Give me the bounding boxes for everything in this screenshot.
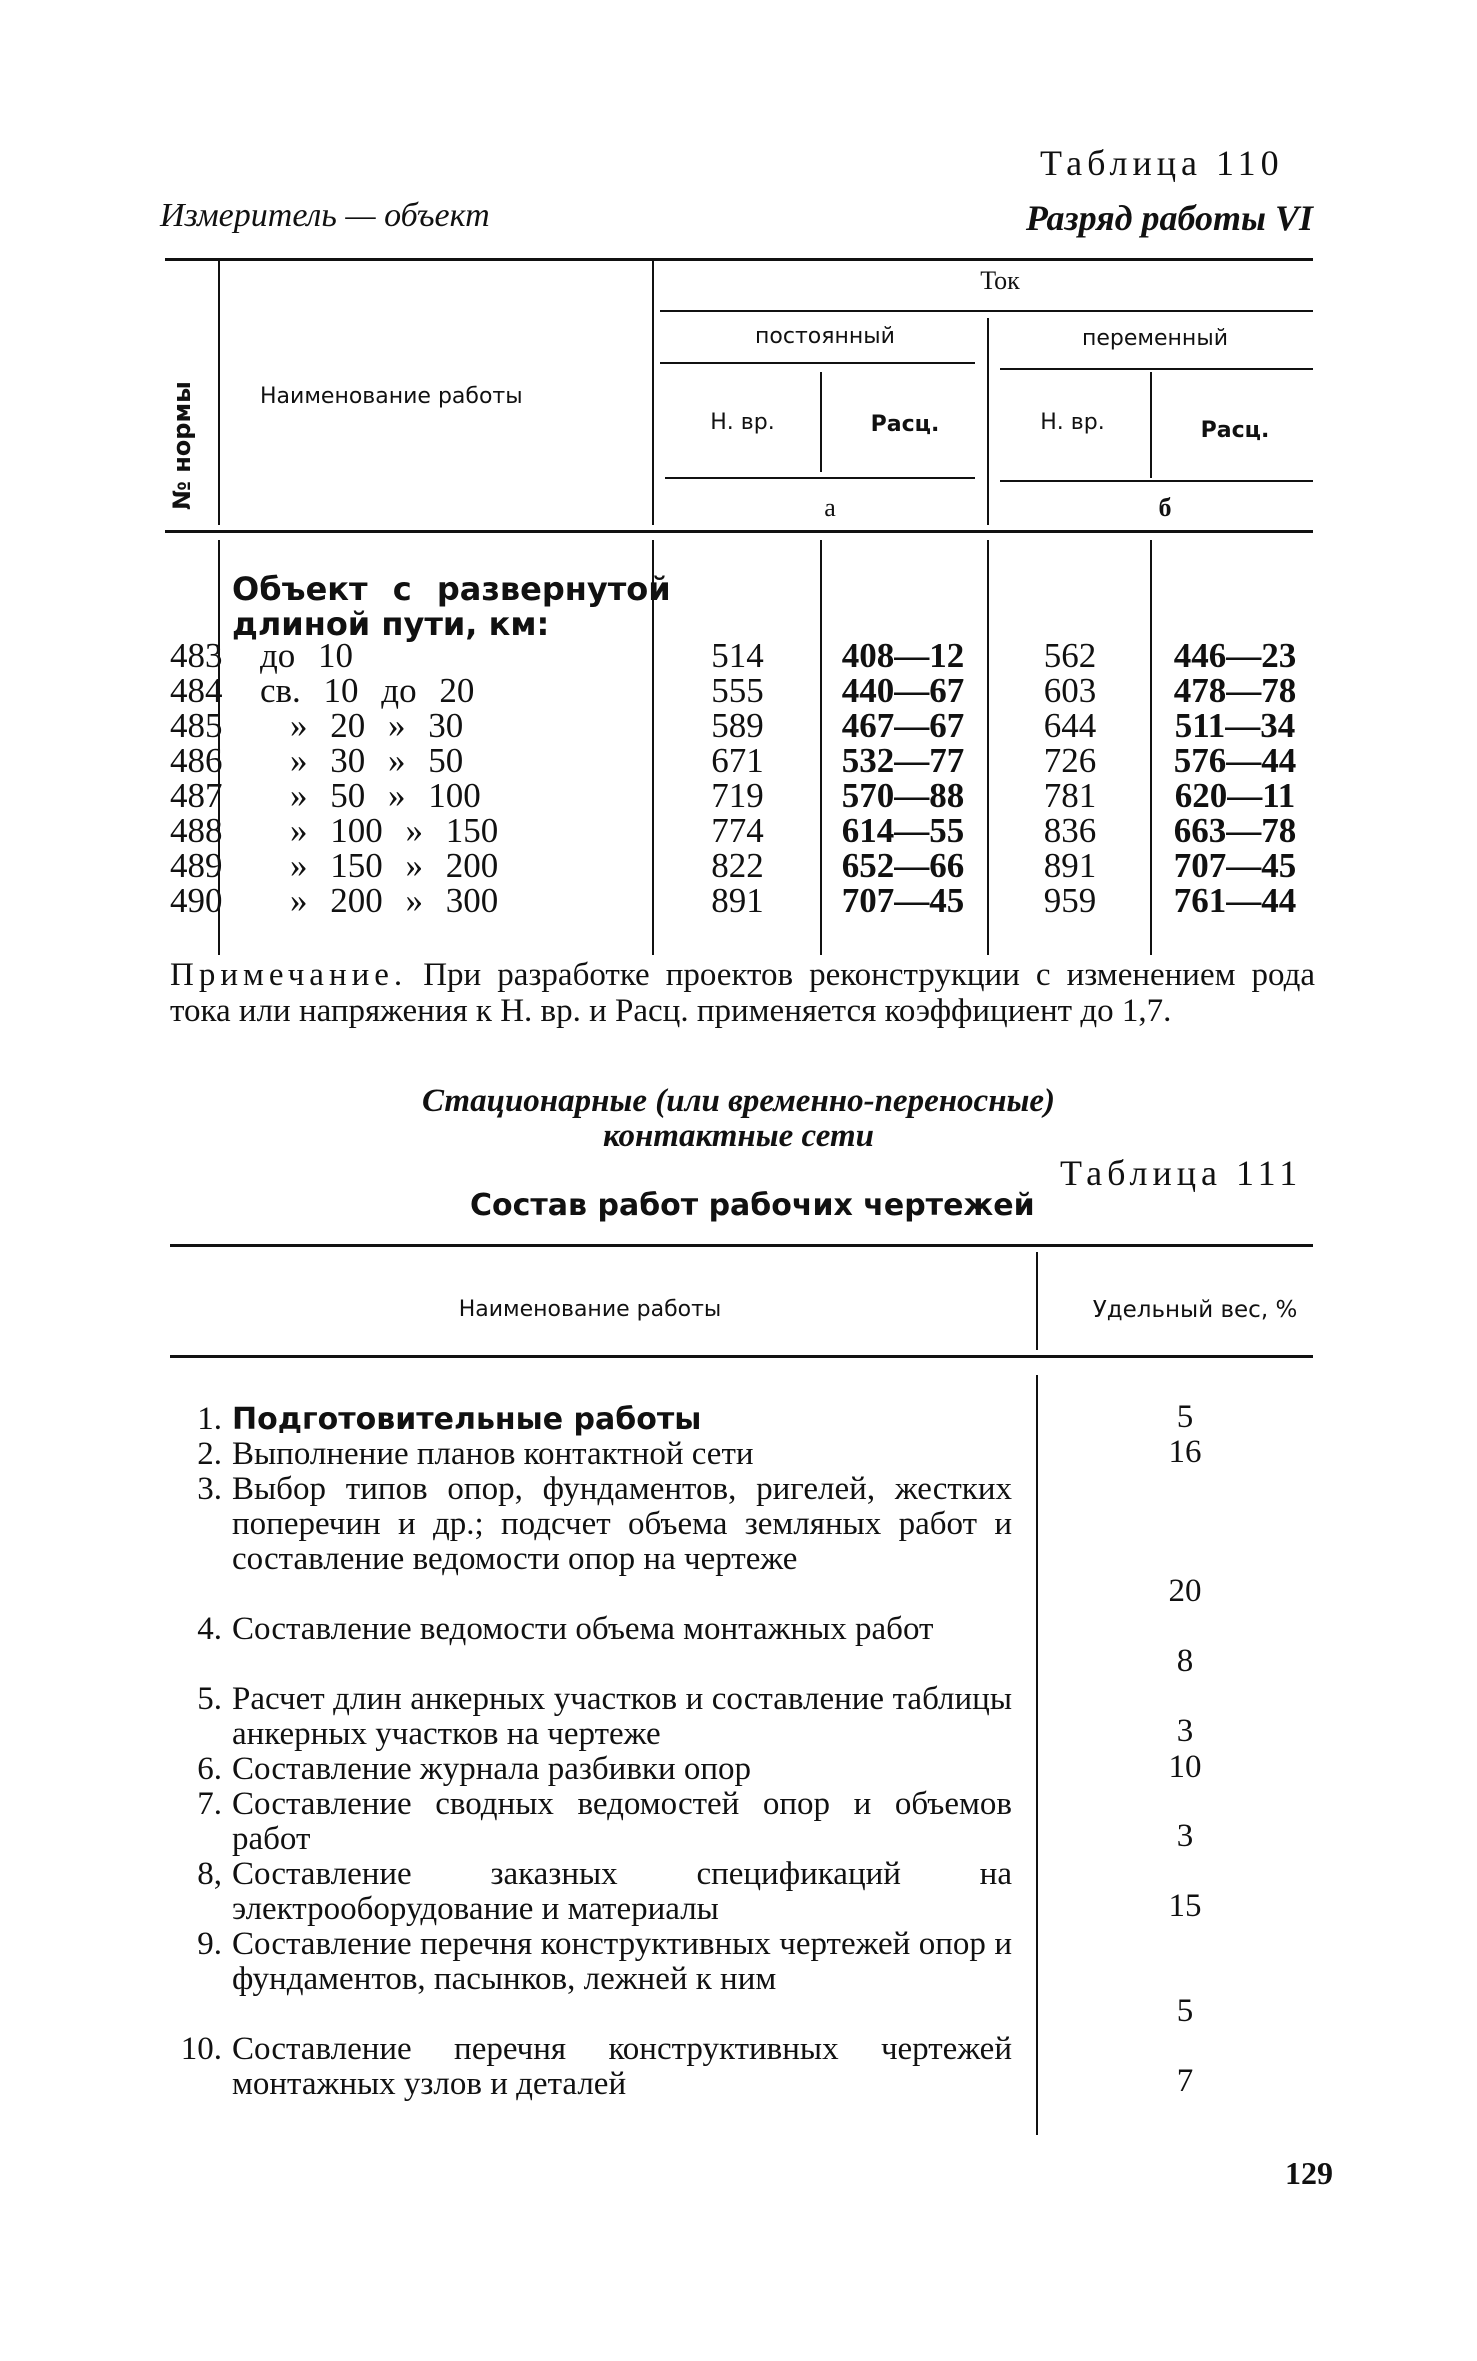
list-item (170, 1612, 1020, 1682)
rate-a: 532—77 (841, 741, 965, 780)
time-norm-a: 774 (711, 811, 764, 850)
time-norm-a: 671 (711, 741, 764, 780)
table-111-top-rule (170, 1244, 1313, 1247)
work-name: » 20 » 30 (290, 706, 464, 745)
work-name: св. 10 до 20 (260, 671, 475, 710)
item-weight: 5 (1176, 1993, 1194, 2029)
list-item (170, 1682, 1020, 1752)
item-number: 9. (197, 1926, 222, 1962)
norm-number: 486 (170, 741, 223, 780)
table-110-divider (1150, 540, 1152, 955)
item-text: Составление перечня конструктивных чертежей монтажных узлов и деталей (232, 2031, 1012, 2102)
list-item (170, 1402, 1020, 1437)
table-110-rule (1000, 480, 1313, 482)
work-name: » 30 » 50 (290, 741, 464, 780)
item-text: Составление сводных ведомостей опор и объемов работ (232, 1786, 1012, 1857)
list-item (170, 1472, 1020, 1612)
list-item (170, 1787, 1020, 1857)
work-name: до 10 (260, 636, 354, 675)
item-number: 6. (197, 1751, 222, 1787)
rate-b: 576—44 (1173, 741, 1297, 780)
direct-current-header: постоянный (755, 324, 895, 349)
weight-header: Удельный вес, % (1092, 1297, 1298, 1323)
norm-number: 483 (170, 636, 223, 675)
time-norm-b: 959 (1043, 881, 1097, 920)
norm-number: 490 (170, 881, 223, 920)
section-title: Стационарные (или временно-переносные) (421, 1083, 1056, 1119)
time-norm-b: 836 (1043, 811, 1097, 850)
item-text: Составление перечня конструктивных чертежей опор и фундаментов, пасынков, лежней к ним (232, 1926, 1012, 1997)
rate-b: 761—44 (1173, 881, 1297, 920)
table-110-divider (218, 258, 220, 525)
rate-b: 620—11 (1174, 776, 1296, 815)
item-number: 8, (197, 1856, 222, 1892)
note-text: При разработке проектов реконструкции с изменением рода тока или напряжения к Н. вр. и Расц. применяется коэффициент до 1,7. (170, 957, 1316, 1029)
item-weight: 3 (1176, 1818, 1194, 1854)
norm-number: 488 (170, 811, 223, 850)
list-item (170, 1857, 1020, 1927)
group-title: Объект с развернутой (232, 570, 671, 608)
table-110-divider (987, 318, 989, 525)
item-number: 4. (197, 1611, 222, 1647)
time-norm-b: 644 (1043, 706, 1097, 745)
table-110-divider (820, 540, 822, 955)
item-text: Подготовительные работы (232, 1402, 702, 1437)
work-name: » 50 » 100 (290, 776, 481, 815)
item-weight: 15 (1168, 1888, 1202, 1924)
table-note (170, 957, 1315, 1029)
rate-a: 614—55 (841, 811, 965, 850)
column-b-label: б (1158, 493, 1172, 522)
time-norm-a: 822 (711, 846, 764, 885)
list-item (170, 1927, 1020, 2032)
table-111-label: Таблица 111 (1060, 1153, 1303, 1193)
table-110-divider (1150, 372, 1152, 478)
table-110-rule (1000, 368, 1313, 370)
time-norm-a: 555 (711, 671, 764, 710)
work-name: » 200 » 300 (290, 881, 499, 920)
time-norm-a: 891 (711, 881, 764, 920)
rate-b: 478—78 (1173, 671, 1297, 710)
norm-number: 489 (170, 846, 223, 885)
item-number: 3. (197, 1471, 222, 1507)
time-norm-b: 726 (1043, 741, 1097, 780)
section-subtitle: контактные сети (603, 1118, 874, 1154)
item-number: 5. (197, 1681, 222, 1717)
list-item (170, 2032, 1020, 2102)
work-name-header: Наименование работы (260, 384, 523, 409)
item-text: Составление заказных спецификаций на электрооборудование и материалы (232, 1856, 1012, 1927)
rate-header-a: Расц. (870, 412, 940, 437)
rate-a: 707—45 (841, 881, 965, 920)
item-weight: 8 (1176, 1643, 1194, 1679)
time-norm-b: 603 (1043, 671, 1097, 710)
table-111-caption: Состав работ рабочих чертежей (470, 1188, 1035, 1223)
time-norm-a: 514 (711, 636, 764, 675)
note-label: Примечание. (170, 957, 408, 993)
table-111-header-rule (170, 1355, 1313, 1358)
rate-a: 408—12 (841, 636, 965, 675)
table-110-divider (987, 540, 989, 955)
table-110-header-rule (165, 530, 1313, 533)
norm-number: 484 (170, 671, 223, 710)
rate-a: 570—88 (841, 776, 965, 815)
list-item (170, 1752, 1020, 1787)
norm-number: 487 (170, 776, 223, 815)
alternating-current-header: переменный (1082, 326, 1228, 351)
norm-number-header: № нормы (168, 381, 196, 510)
item-text: Выполнение планов контактной сети (232, 1436, 754, 1472)
rate-b: 707—45 (1173, 846, 1297, 885)
item-number: 7. (197, 1786, 222, 1822)
table-110-rule (660, 310, 1313, 312)
table-111-divider (1036, 1375, 1038, 2135)
work-name: » 150 » 200 (290, 846, 499, 885)
item-number: 1. (197, 1401, 222, 1437)
table-110-divider (820, 372, 822, 472)
item-weight: 20 (1168, 1573, 1202, 1609)
table-110-top-rule (165, 258, 1313, 261)
table-110-label: Таблица 110 (1040, 143, 1284, 183)
time-norm-header-b: Н. вр. (1040, 410, 1105, 435)
item-weight: 16 (1168, 1434, 1202, 1470)
rate-b: 446—23 (1173, 636, 1297, 675)
item-weight: 7 (1176, 2063, 1194, 2099)
rate-b: 511—34 (1174, 706, 1296, 745)
item-text: Расчет длин анкерных участков и составление таблицы анкерных участков на чертеже (232, 1681, 1012, 1752)
rate-b: 663—78 (1173, 811, 1297, 850)
time-norm-b: 781 (1043, 776, 1097, 815)
item-weight: 10 (1168, 1749, 1202, 1785)
time-norm-a: 719 (711, 776, 764, 815)
work-name: » 100 » 150 (290, 811, 499, 850)
time-norm-b: 562 (1043, 636, 1097, 675)
time-norm-a: 589 (711, 706, 764, 745)
rate-a: 467—67 (841, 706, 965, 745)
item-text: Составление журнала разбивки опор (232, 1751, 752, 1787)
measure-unit: Измеритель — объект (160, 197, 490, 234)
group-title: длиной пути, км: (232, 605, 550, 643)
time-norm-header-a: Н. вр. (710, 410, 775, 435)
item-text: Составление ведомости объема монтажных работ (232, 1611, 934, 1647)
table-110-rule (660, 362, 975, 364)
item-weight: 3 (1176, 1713, 1194, 1749)
table-110-divider (652, 258, 654, 525)
work-name-header: Наименование работы (458, 1297, 722, 1322)
item-number: 2. (197, 1436, 222, 1472)
column-a-label: а (824, 493, 836, 522)
page-number: 129 (1285, 2155, 1333, 2191)
list-item (170, 1437, 1020, 1472)
norm-number: 485 (170, 706, 223, 745)
current-header: Ток (980, 266, 1020, 295)
work-grade: Разряд работы VI (1025, 198, 1313, 238)
time-norm-b: 891 (1043, 846, 1097, 885)
rate-a: 652—66 (841, 846, 965, 885)
rate-a: 440—67 (841, 671, 965, 710)
item-number: 10. (180, 2031, 222, 2067)
item-text: Выбор типов опор, фундаментов, ригелей, жестких поперечин и др.; подсчет объема земляных работ и составление ведомости опор на чертеже (232, 1471, 1012, 1577)
item-weight: 5 (1176, 1399, 1194, 1435)
table-111-divider (1036, 1252, 1038, 1350)
rate-header-b: Расц. (1200, 418, 1270, 443)
table-110-rule (665, 477, 975, 479)
